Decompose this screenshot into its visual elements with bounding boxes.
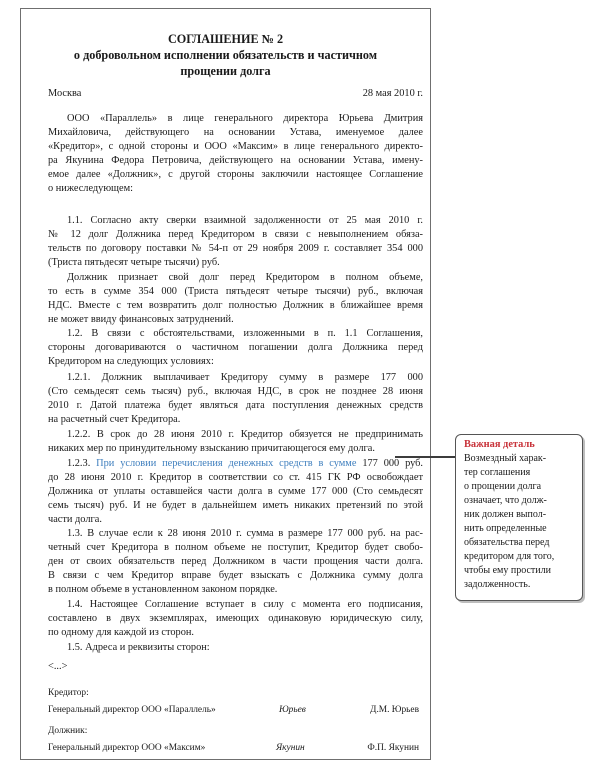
clause-1-4	[48, 598, 423, 640]
clause-line: семь тысяч) руб. И не будет в дальнейшем иметь никаких претензий по этой	[48, 500, 423, 511]
clause-line: НДС. Вместе с тем возвратить долг полностью Должник в ближайшее время	[48, 300, 423, 311]
clause-line: Должник признает свой долг перед Кредитором в полном объеме,	[67, 272, 423, 283]
callout-line: тер соглашения	[464, 467, 531, 478]
debtor-position: Генеральный директор ООО «Максим»	[48, 743, 206, 753]
creditor-name: Д.М. Юрьев	[370, 705, 419, 715]
clause-line: то есть в сумме 354 000 (Триста пятьдесят четыре тысячи) руб., включая	[48, 286, 423, 297]
callout-line: Возмездный харак-	[464, 453, 547, 464]
clause-line: ден от своих обязательств перед Должником в части прощения части долга.	[48, 556, 423, 567]
clause-line: В связи с чем Кредитор вправе будет взыскать с Должника сумму долга	[48, 570, 423, 581]
callout-line: означает, что долж-	[464, 495, 547, 506]
clause-1-2-2	[48, 428, 423, 456]
clause-line: 2010 г. Датой платежа будет являться дата поступления денежных средств	[48, 400, 423, 411]
callout-line: нить определенные	[464, 523, 547, 534]
preamble	[48, 112, 423, 196]
clause-line: никаких мер по принудительному взысканию причитающегося ему долга.	[48, 443, 375, 454]
clause-line: не может ввиду финансовых затруднений.	[48, 314, 234, 325]
clause-line: в полном объеме в установленном законом порядке.	[48, 584, 278, 595]
clause-line: 1.1. Согласно акту сверки взаимной задолженности от 25 мая 2010 г.	[67, 215, 423, 226]
preamble-line: емое далее «Должник», с другой стороны заключили настоящее Соглашение	[48, 169, 423, 180]
clause-line: № 12 долг Должника перед Кредитором в связи с невыполнением обяза-	[48, 229, 423, 240]
clause-line: тельств по договору поставки № 54-п от 29 ноября 2009 г. составляет 354 000	[48, 243, 423, 254]
clause-line: до 28 июня 2010 г. Кредитор в соответствии со ст. 415 ГК РФ освобождает	[48, 472, 423, 483]
creditor-position: Генеральный директор ООО «Параллель»	[48, 705, 216, 715]
preamble-line: ООО «Параллель» в лице генерального директора Юрьева Дмитрия	[67, 113, 423, 124]
document-page	[20, 8, 431, 760]
clause-1-3	[48, 527, 423, 597]
omission-mark: <...>	[48, 661, 68, 672]
creditor-label: Кредитор:	[48, 688, 89, 698]
clause-amount: 177 000 руб.	[362, 458, 423, 469]
clause-1-5	[48, 641, 423, 655]
clause-line: части долга.	[48, 514, 102, 525]
debtor-name: Ф.П. Якунин	[367, 743, 419, 753]
clause-1-2-1	[48, 371, 423, 427]
callout-title: Важная деталь	[464, 439, 535, 450]
clause-line: по одному для каждой из сторон.	[48, 627, 194, 638]
place: Москва	[48, 88, 82, 99]
place-date-row	[48, 87, 423, 101]
clause-line: составлено в двух экземплярах, имеющих одинаковую юридическую силу,	[48, 613, 423, 624]
agreement-subtitle-1: о добровольном исполнении обязательств и частичном	[73, 48, 378, 62]
debtor-acknowledgement	[48, 271, 423, 327]
preamble-line: Михайловича, действующего на основании Устава, именуемое далее	[48, 127, 423, 138]
clause-line: четный счет Кредитора в полном объеме не поступит, Кредитор будет свобо-	[48, 542, 423, 553]
clause-line: 1.2.2. В срок до 28 июня 2010 г. Кредитор обязуется не предпринимать	[67, 429, 423, 440]
preamble-line: «Кредитор», с одной стороны и ООО «Максим» в лице генерального директо-	[48, 141, 423, 152]
highlighted-phrase: При условии перечисления денежных средств в сумме	[96, 458, 357, 469]
callout-line: ник должен выпол-	[464, 509, 547, 520]
clause-line: 1.2.1. Должник выплачивает Кредитору сумму в размере 177 000	[67, 372, 423, 383]
clause-line: 1.4. Настоящее Соглашение вступает в силу с момента его подписания,	[67, 599, 423, 610]
callout-line: чтобы ему простили	[464, 565, 551, 576]
clause-line: (Триста пятьдесят четыре тысячи) руб.	[48, 257, 220, 268]
callout-box	[455, 434, 583, 601]
clause-line: 1.2. В связи с обстоятельствами, изложенными в п. 1.1 Соглашения,	[67, 328, 423, 339]
clause-line: 1.5. Адреса и реквизиты сторон:	[67, 642, 210, 653]
preamble-line: ра Якунина Федора Петровича, действующего на основании Устава, имену-	[48, 155, 423, 166]
clause-line-highlighted	[48, 457, 423, 471]
date: 28 мая 2010 г.	[362, 88, 423, 99]
clause-1-2	[48, 327, 423, 369]
agreement-title: СОГЛАШЕНИЕ № 2	[167, 32, 284, 46]
clause-line: (Сто семьдесят семь тысяч) руб., включая НДС, в срок не позднее 28 июня	[48, 386, 423, 397]
callout-line: о прощении долга	[464, 481, 542, 492]
preamble-line: о нижеследующем:	[48, 183, 134, 194]
clause-number: 1.2.3.	[67, 458, 91, 469]
creditor-signature: Юрьев	[279, 705, 306, 715]
callout-connector-line	[395, 456, 455, 458]
clause-line: стороны договариваются о частичном погашении долга Должника перед	[48, 342, 423, 353]
callout-line: обязательства перед	[464, 537, 550, 548]
clause-line: на расчетный счет Кредитора.	[48, 414, 181, 425]
agreement-subtitle-2: прощении долга	[180, 64, 271, 78]
debtor-signature: Якунин	[276, 743, 305, 753]
callout-line: задолженность.	[464, 579, 531, 590]
clause-line: Должника от уплаты оставшейся части долга в сумме 177 000 (Сто семьдесят	[48, 486, 423, 497]
clause-line: 1.3. В случае если к 28 июня 2010 г. сумма в размере 177 000 руб. на рас-	[67, 528, 423, 539]
clause-1-1	[48, 214, 423, 270]
clause-line: Кредитором на следующих условиях:	[48, 356, 214, 367]
debtor-label: Должник:	[48, 726, 88, 736]
callout-body	[464, 452, 576, 592]
clause-1-2-3	[48, 457, 423, 527]
callout-line: кредитором для того,	[464, 551, 555, 562]
